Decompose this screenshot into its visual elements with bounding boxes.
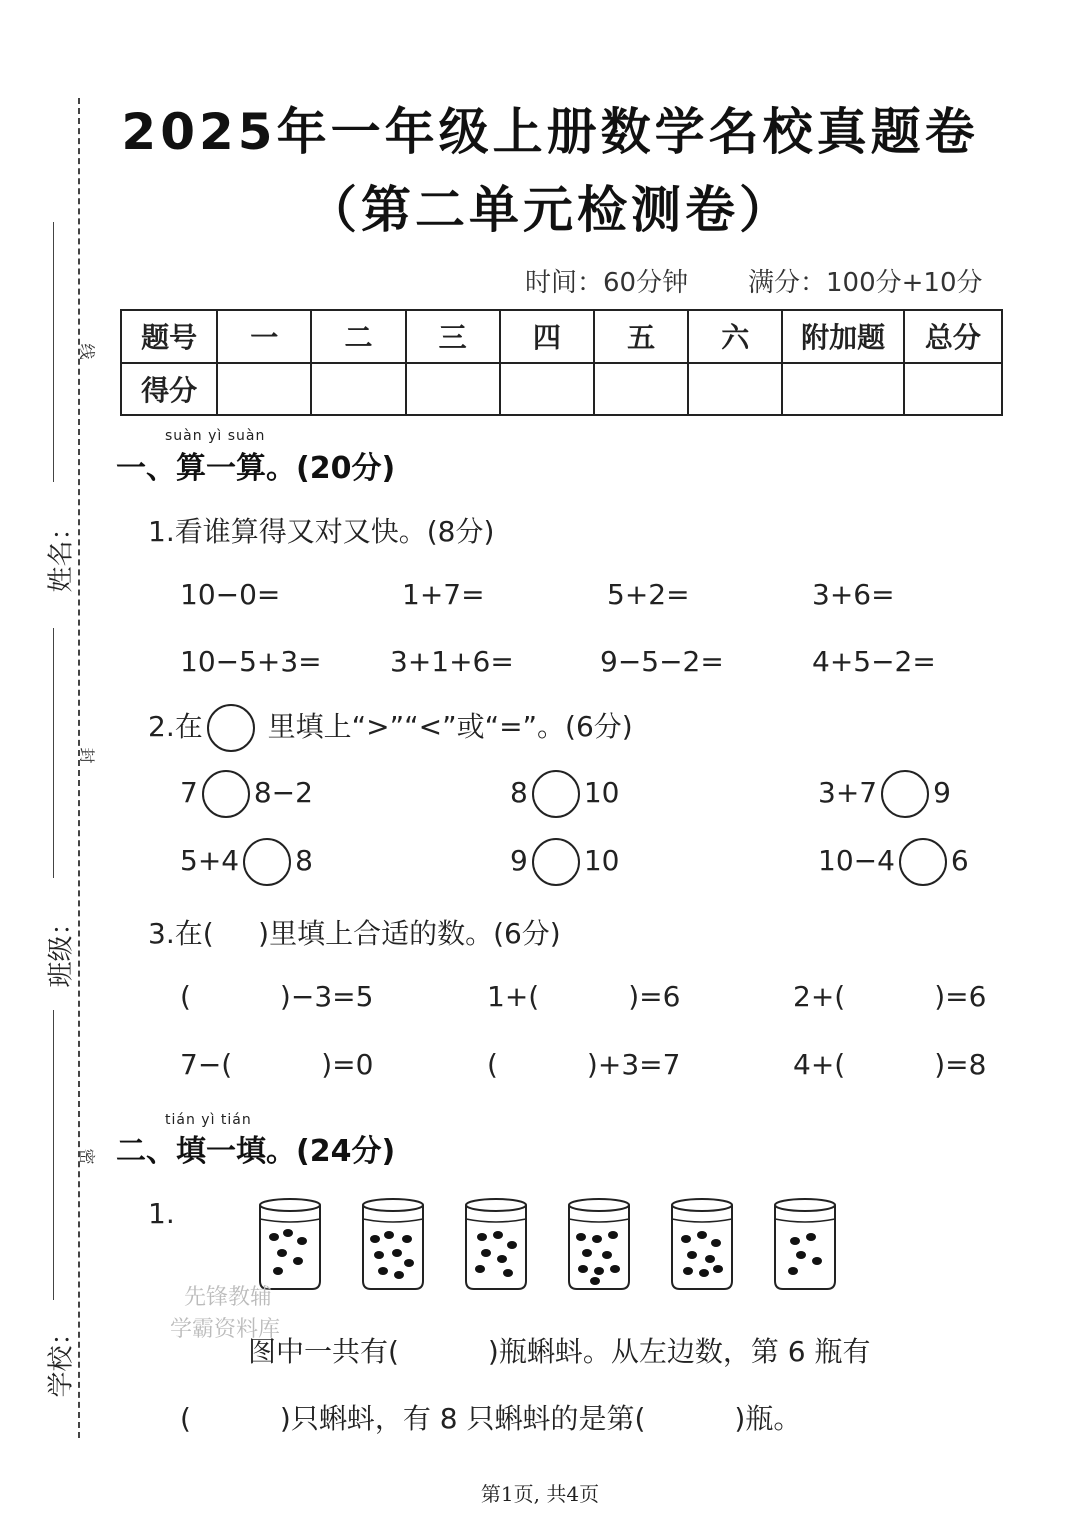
q1-equation: 10−5+3= [180,645,322,678]
compare-left: 5+4 [180,844,240,877]
s2-q1-text-line2: ( )只蝌蚪，有 8 只蝌蚪的是第( )瓶。 [180,1402,802,1435]
header-cell: 一 [217,310,311,363]
score-input-cell[interactable] [904,363,1002,416]
class-blank-line [53,628,54,878]
name-blank-line [53,222,54,482]
compare-right: 8−2 [253,776,313,809]
answer-circle[interactable] [881,770,929,818]
tadpole-jar-image [258,1197,322,1291]
compare-left: 7 [180,776,198,809]
q2-title-post: 里填上“>”“<”或“=”。(6分) [267,710,633,743]
q1-equation: 3+1+6= [390,645,514,678]
compare-right: 9 [933,776,951,809]
fill-equation[interactable]: ( )+3=7 [487,1048,681,1081]
compare-item [180,770,313,818]
compare-left: 8 [510,776,528,809]
header-cell: 题号 [121,310,217,363]
page-subtitle: （第二单元检测卷） [307,181,793,239]
fill-equation[interactable]: ( )−3=5 [180,980,374,1013]
page-title: 2025年一年级上册数学名校真题卷 [121,103,979,161]
q1-title: 1.看谁算得又对又快。(8分) [148,515,495,548]
compare-right: 6 [950,844,969,877]
answer-circle[interactable] [202,770,250,818]
header-cell: 附加题 [782,310,903,363]
header-cell: 二 [311,310,405,363]
page-footer: 第1页, 共4页 [480,1482,600,1506]
score-input-cell[interactable] [217,363,311,416]
q2-title-pre: 2.在 [148,710,203,743]
q1-equation: 9−5−2= [600,645,724,678]
binding-dashed-line [78,98,80,1438]
compare-item [510,838,619,886]
tadpole-jar-image [670,1197,734,1291]
header-cell: 总分 [904,310,1002,363]
compare-right: 10 [583,776,620,809]
fill-equation[interactable]: 1+( )=6 [487,980,681,1013]
header-cell: 六 [688,310,782,363]
tadpole-jar-image [464,1197,528,1291]
exam-full-score: 满分：100分+10分 [748,268,983,298]
tadpole-jar-image [773,1197,837,1291]
q1-equation: 1+7= [402,578,485,611]
score-table-header-row [121,310,1002,363]
score-input-cell[interactable] [500,363,594,416]
compare-item [818,838,969,886]
tadpole-jar-image [567,1197,631,1291]
s2-q1-number: 1. [148,1197,175,1230]
header-cell: 五 [594,310,688,363]
row-label-cell: 得分 [121,363,217,416]
score-input-cell[interactable] [782,363,903,416]
compare-item [510,770,619,818]
score-table-score-row [121,363,1002,416]
score-input-cell[interactable] [688,363,782,416]
score-table [120,309,1003,416]
exam-time: 时间：60分钟 [525,268,689,298]
section2-pinyin: tián yì tián [165,1112,252,1128]
s2-q1-text-line1: 图中一共有( )瓶蝌蚪。从左边数，第 6 瓶有 [248,1335,871,1368]
answer-circle[interactable] [899,838,947,886]
school-label: 学校： [46,1319,77,1398]
compare-item [818,770,951,818]
header-cell: 三 [406,310,500,363]
score-input-cell[interactable] [594,363,688,416]
tadpole-jar-image [361,1197,425,1291]
watermark-line2: 学霸资料库 [170,1317,281,1342]
score-input-cell[interactable] [311,363,405,416]
q1-equation: 3+6= [812,578,895,611]
q1-equation: 10−0= [180,578,281,611]
score-input-cell[interactable] [406,363,500,416]
seal-seal-mark: 封 [77,747,97,764]
header-cell: 四 [500,310,594,363]
class-label: 班级： [46,909,77,988]
q2-title [148,704,633,752]
seal-line-mark: 线 [77,343,97,360]
q1-equation: 4+5−2= [812,645,936,678]
watermark-line1: 先锋教辅 [184,1285,273,1310]
seal-secret-mark: 密 [77,1148,97,1165]
q3-title: 3.在( )里填上合适的数。(6分) [148,917,561,950]
answer-circle[interactable] [243,838,291,886]
q1-equation: 5+2= [607,578,690,611]
section1-pinyin: suàn yì suàn [165,428,266,444]
fill-equation[interactable]: 4+( )=8 [793,1048,987,1081]
answer-circle[interactable] [532,838,580,886]
compare-left: 10−4 [818,844,895,877]
section2-title: 二、填一填。(24分) [116,1134,396,1169]
section1-title: 一、算一算。(20分) [116,451,396,486]
compare-left: 9 [510,844,528,877]
compare-right: 10 [583,844,620,877]
name-label: 姓名： [46,514,77,593]
compare-right: 8 [295,844,313,877]
compare-item [180,838,313,886]
answer-circle-sample [207,704,255,752]
fill-equation[interactable]: 7−( )=0 [180,1048,374,1081]
answer-circle[interactable] [532,770,580,818]
school-blank-line [53,1010,54,1300]
fill-equation[interactable]: 2+( )=6 [793,980,987,1013]
compare-left: 3+7 [818,776,878,809]
